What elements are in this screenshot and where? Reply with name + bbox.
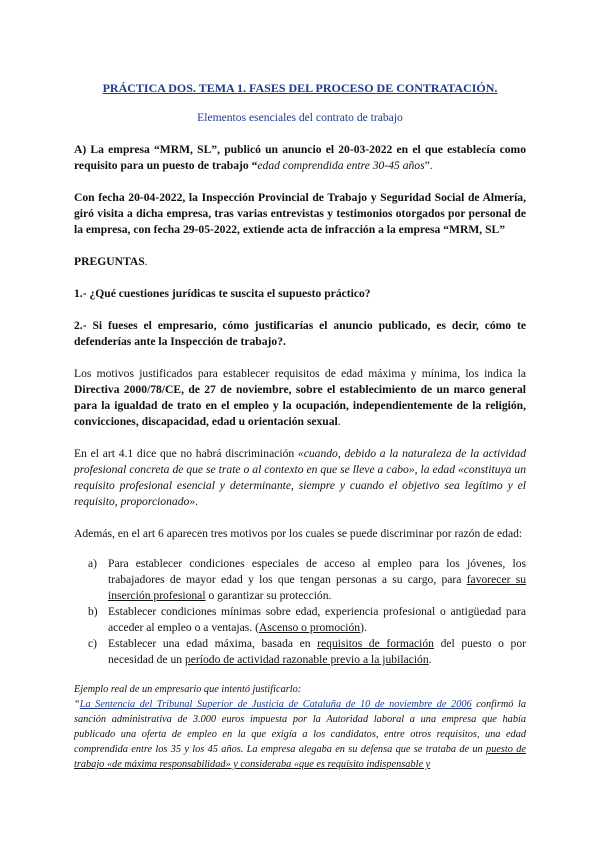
motives-list (74, 556, 526, 668)
case-a-paragraph (74, 142, 526, 174)
list-item-text: del puesto o por necesidad de un (108, 637, 527, 666)
motivos-end: . (337, 415, 341, 428)
case-a-text: A) La empresa “MRM, SL”, publicó un anuncio el 20-03-2022 en el que establecía como requisito para un puesto de trabajo “ (74, 143, 526, 172)
motivos-intro: Los motivos justificados para establecer requisitos de edad máxima y mínima, los indica la (74, 367, 526, 380)
case-b-paragraph: Con fecha 20-04-2022, la Inspección Provincial de Trabajo y Seguridad Social de Almería, giró visita a dicha empresa, tras varias entrevistas y testimonios otorgados por personal de la empresa, con fecha 29-05-2022, extiende acta de infracción a la empresa “MRM, SL” (74, 191, 526, 236)
motivos-paragraph (74, 366, 526, 430)
art41-end: . (195, 495, 198, 508)
page-title: PRÁCTICA DOS. TEMA 1. FASES DEL PROCESO DE CONTRATACIÓN. (102, 81, 498, 95)
list-item-end: . (428, 653, 432, 666)
example-quote-open: “ (74, 699, 80, 710)
list-item-underlined: Ascenso o promoción (258, 621, 361, 634)
art41-paragraph (74, 446, 526, 510)
example-body: confirmó la sanción administrativa de 3.000 euros impuesta por la Autoridad laboral a una empresa que había publicado una oferta de empleo en la que exigía a los candidatos, entre otros requisitos, una edad comprendida entre los 35 y los 45 años. La empresa alegaba en su defensa que se trataba de un (74, 699, 526, 755)
art41-intro: En el art 4.1 dice que no habrá discriminación (74, 447, 298, 460)
questions-dot: . (144, 255, 148, 268)
list-item-text: Establecer una edad máxima, basada en (108, 637, 318, 650)
question-2: 2.- Si fueses el empresario, cómo justificarías el anuncio publicado, es decir, cómo te defenderías ante la Inspección de trabajo?. (74, 319, 526, 348)
list-item (88, 556, 527, 604)
list-marker: b) (88, 605, 98, 618)
page-subtitle: Elementos esenciales del contrato de trabajo (197, 111, 403, 124)
list-item-underlined: período de actividad razonable previo a la jubilación (184, 653, 429, 666)
case-a-end: ”. (424, 159, 433, 172)
list-item-underlined: requisitos de formación (317, 637, 434, 650)
directive-reference: Directiva 2000/78/CE, de 27 de noviembre, sobre el establecimiento de un marco general para la igualdad de trato en el empleo y la ocupación, independientemente de la religión, convicciones, discapacidad, edad u orientación sexual (74, 383, 526, 428)
art6-paragraph: Además, en el art 6 aparecen tres motivos por los cuales se puede discriminar por razón de edad: (74, 527, 523, 540)
list-item-text: Establecer condiciones mínimas sobre edad, experiencia profesional o antigüedad para acceder al empleo o a ventajas. ( (108, 605, 526, 634)
list-marker: c) (88, 637, 98, 650)
sentence-link[interactable]: La Sentencia del Tribunal Superior de Justicia de Cataluña de 10 de noviembre de 2006 (79, 699, 472, 710)
example-paragraph (74, 697, 526, 772)
example-heading: Ejemplo real de un empresario que intentó justificarlo: (74, 684, 302, 695)
list-marker: a) (88, 557, 98, 570)
list-item-end: o garantizar su protección. (205, 589, 332, 602)
case-a-age-range: edad comprendida entre 30-45 años (257, 159, 425, 172)
list-item-end: ). (360, 621, 367, 634)
list-item (88, 604, 526, 636)
art41-quote: «cuando, debido a la naturaleza de la actividad profesional concreta de que se trate o al contexto en que se lleve a cabo», la edad «constituya un requisito profesional esencial y determinante, siempre y cuando el objetivo sea legítimo y el requisito, proporcionado» (74, 447, 526, 508)
list-item-text: Para establecer condiciones especiales de acceso al empleo para los jóvenes, los trabajadores de mayor edad y los que tengan personas a su cargo, para (108, 557, 526, 586)
questions-heading (74, 254, 526, 270)
questions-label: PREGUNTAS (74, 255, 145, 268)
list-item-underlined: favorecer su inserción profesional (108, 573, 527, 602)
example-underlined: puesto de trabajo «de máxima responsabilidad» y consideraba «que es requisito indispensable y (74, 744, 526, 770)
list-item (88, 636, 527, 668)
question-1: 1.- ¿Qué cuestiones jurídicas te suscita el supuesto práctico? (74, 287, 371, 300)
